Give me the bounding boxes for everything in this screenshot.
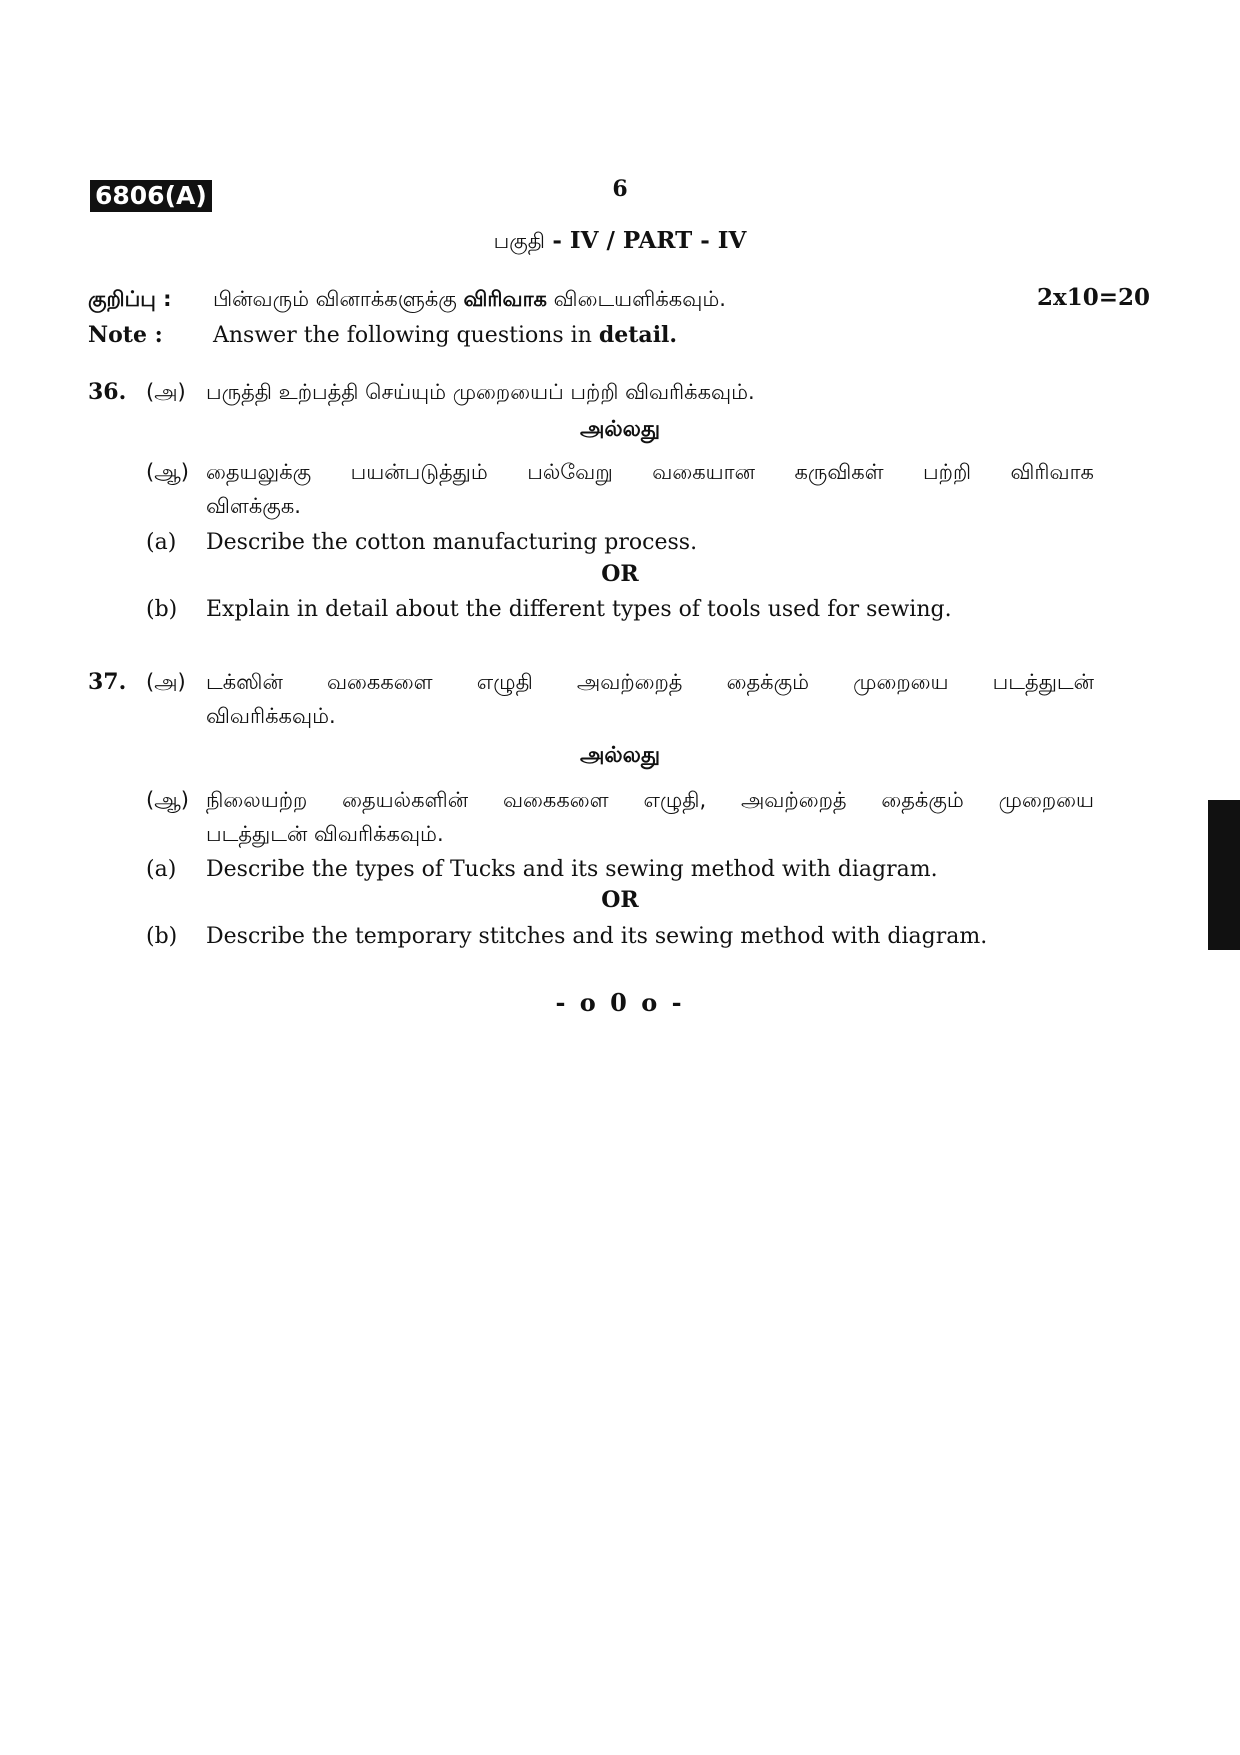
page-number: 6 xyxy=(612,176,628,202)
question-text-tamil: தையலுக்கு பயன்படுத்தும் பல்வேறு வகையான கருவிகள் பற்றி விரிவாக xyxy=(206,460,1094,484)
question-text-english: Explain in detail about the different types of tools used for sewing. xyxy=(206,597,952,622)
question-text-english: Describe the temporary stitches and its sewing method with diagram. xyxy=(206,924,988,949)
option-label: (ஆ) xyxy=(146,788,189,812)
note-english-text: Answer the following questions in xyxy=(213,323,599,348)
note-english xyxy=(88,320,677,351)
question-text-tamil: நிலையற்ற தையல்களின் வகைகளை எழுதி, அவற்றைத் தைக்கும் முறையை xyxy=(206,788,1094,812)
part-heading xyxy=(0,227,1240,256)
end-of-paper-mark: - o 0 o - xyxy=(555,988,685,1017)
paper-code-badge: 6806(A) xyxy=(90,180,212,212)
part-heading-tamil: பகுதி xyxy=(493,229,546,253)
note-english-label: Note : xyxy=(88,322,163,348)
question-text-english: Describe the cotton manufacturing process. xyxy=(206,530,698,555)
question-text-tamil: விவரிக்கவும். xyxy=(206,704,336,728)
question-text-english: Describe the types of Tucks and its sewing method with diagram. xyxy=(206,857,938,882)
note-tamil-text-end: விடையளிக்கவும். xyxy=(547,287,726,311)
note-tamil xyxy=(88,284,726,315)
part-heading-label: - IV / PART - IV xyxy=(552,227,747,254)
note-tamil-label: குறிப்பு : xyxy=(88,287,172,311)
note-tamil-bold: விரிவாக xyxy=(463,287,547,311)
or-separator-english: OR xyxy=(601,887,639,913)
or-separator-tamil: அல்லது xyxy=(579,417,661,442)
note-tamil-text: பின்வரும் வினாக்களுக்கு xyxy=(213,287,464,311)
question-number: 36. xyxy=(88,379,127,405)
question-text-tamil: படத்துடன் விவரிக்கவும். xyxy=(206,822,444,846)
option-label: (a) xyxy=(146,857,177,882)
question-number: 37. xyxy=(88,669,127,695)
marks-allocation: 2x10=20 xyxy=(1036,284,1150,311)
option-label: (a) xyxy=(146,530,177,555)
note-english-bold: detail. xyxy=(598,322,678,348)
question-text-tamil: விளக்குக. xyxy=(206,494,301,518)
question-text-tamil: பருத்தி உற்பத்தி செய்யும் முறையைப் பற்றி விவரிக்கவும். xyxy=(206,380,755,404)
option-label: (அ) xyxy=(146,380,186,404)
option-label: (b) xyxy=(146,597,178,622)
option-label: (அ) xyxy=(146,670,186,694)
or-separator-tamil: அல்லது xyxy=(579,743,661,768)
option-label: (ஆ) xyxy=(146,460,189,484)
option-label: (b) xyxy=(146,924,178,949)
or-separator-english: OR xyxy=(601,561,639,587)
side-tab-marker xyxy=(1208,800,1240,950)
question-text-tamil: டக்ஸின் வகைகளை எழுதி அவற்றைத் தைக்கும் முறையை படத்துடன் xyxy=(206,670,1094,694)
